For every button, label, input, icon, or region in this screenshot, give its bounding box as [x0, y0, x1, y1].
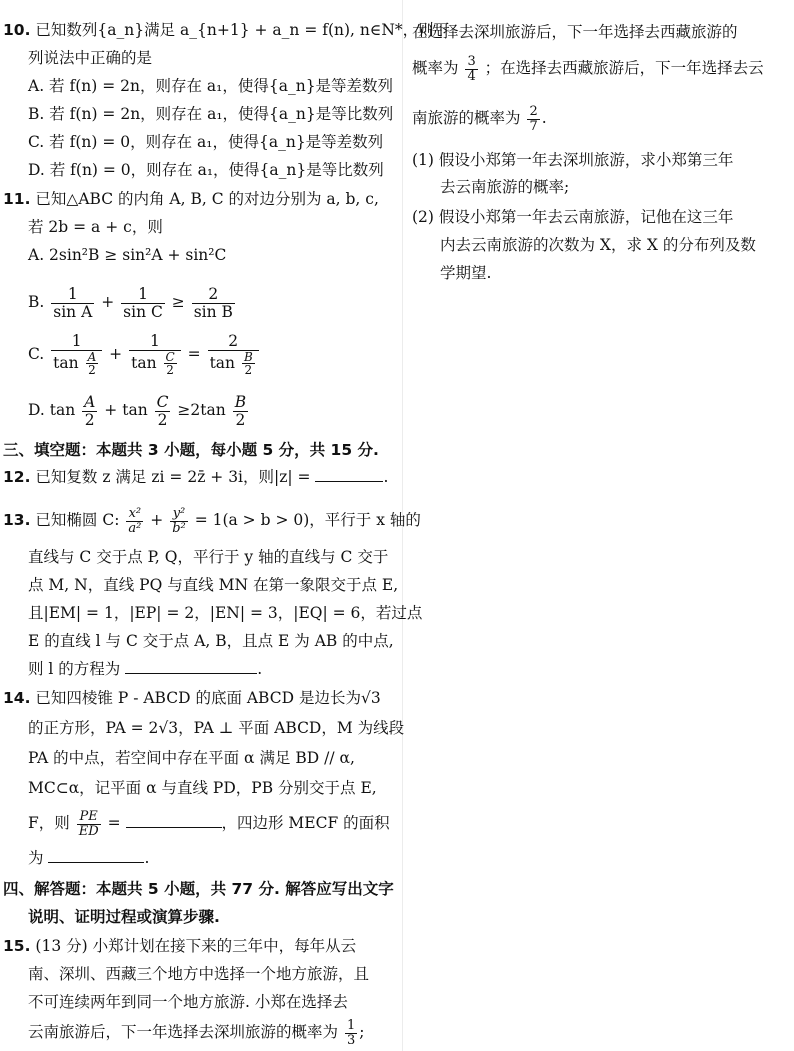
q15-cont-line2: 概率为 $\frac{3}{4}$ ；在选择去西藏旅游后，下一年选择去云	[412, 53, 764, 84]
q15-part1-line2: 去云南旅游的概率;	[440, 178, 570, 196]
q14-line2: 的正方形，PA = 2√3，PA ⊥ 平面 ABCD，M 为线段	[28, 719, 405, 737]
q10-option-a: A. 若 f(n) = 2n，则存在 a₁，使得{a_n}是等差数列	[28, 77, 394, 95]
q14-line1: 14. 已知四棱锥 P - ABCD 的底面 ABCD 是边长为√3	[3, 689, 381, 707]
section-4-heading-1: 四、解答题：本题共 5 小题，共 77 分. 解答应写出文字	[3, 880, 394, 898]
q14-line3: PA 的中点，若空间中存在平面 α 满足 BD // α,	[28, 749, 355, 767]
q11-c-frac1: 1 tan $\frac{A}{2}$	[51, 333, 102, 376]
q13-line2: 直线与 C 交于点 P, Q，平行于 y 轴的直线与 C 交于	[28, 548, 389, 566]
q10-stem2: 列说法中正确的是	[28, 49, 153, 67]
q11-b-frac1: $\frac{1}{\text{sin A}}$	[53, 285, 93, 321]
q11-c-frac2: 1 tan $\frac{C}{2}$	[129, 333, 181, 376]
q11-c-frac3: 2 tan $\frac{B}{2}$	[208, 333, 259, 376]
section-4-heading-2: 说明、证明过程或演算步骤.	[28, 908, 220, 926]
q12-answer-blank[interactable]	[315, 467, 383, 482]
q11-option-c: C. 1 tan $\frac{A}{2}$ + 1 tan $\frac{C}{2}$ = 2 tan $\frac{B}{2}$	[28, 326, 261, 382]
q12: 12. 已知复数 z 满足 zi = 2z̄ + 3i，则|z| = .	[3, 468, 389, 486]
q11-option-a: A. 2sin²B ≥ sin²A + sin²C	[28, 246, 227, 264]
q15-line4: 云南旅游后，下一年选择去深圳旅游的概率为 $\frac{1}{3}$ ;	[28, 1017, 365, 1048]
q11-b-frac3: $\frac{2}{\text{sin B}}$	[193, 285, 233, 321]
q14-answer-blank-2[interactable]	[48, 848, 144, 863]
q15-cont-line3: 南旅游的概率为 $\frac{2}{7}$ .	[412, 103, 547, 134]
q11-number: 11.	[3, 190, 31, 208]
q10-stem-line1	[3, 20, 449, 40]
q10-option-c: C. 若 f(n) = 0，则存在 a₁，使得{a_n}是等差数列	[28, 133, 384, 151]
q13-answer-blank[interactable]	[125, 659, 257, 674]
q11-option-b: B. $\frac{1}{\text{sin A}}$ + $\frac{1}{\text{sin C}}$ ≥ $\frac{2}{\text{sin B}}$	[28, 285, 233, 321]
q15-part2-line1: (2) 假设小郑第一年去云南旅游，记他在这三年	[412, 208, 734, 226]
q10-stem1: 已知数列{a_n}满足 a_{n+1} + a_n = f(n), n∈N*，则下	[35, 21, 450, 39]
q11-stem-line1	[3, 189, 379, 209]
section-3-heading: 三、填空题：本题共 3 小题，每小题 5 分，共 15 分.	[3, 441, 379, 459]
q15-line3: 不可连续两年到同一个地方旅游. 小郑在选择去	[28, 993, 348, 1011]
q10-option-d: D. 若 f(n) = 0，则存在 a₁，使得{a_n}是等比数列	[28, 161, 384, 179]
q13-line1: 13. 已知椭圆 C: $\frac{\text{x²}}{\text{a²}}$ + $\frac{\text{y²}}{\text{b²}}$ = 1(a > b > 0)，平行于 x 轴的	[3, 505, 421, 536]
q13-line3: 点 M, N，直线 PQ 与直线 MN 在第一象限交于点 E,	[28, 576, 399, 594]
q14-answer-blank-1[interactable]	[126, 813, 222, 828]
q15-cont-line1: 在选择去深圳旅游后，下一年选择去西藏旅游的	[412, 23, 738, 41]
q15-part2-line2: 内去云南旅游的次数为 X，求 X 的分布列及数	[440, 236, 756, 254]
q11-b-frac2: $\frac{1}{\text{sin C}}$	[123, 285, 163, 321]
q11-stem1: 已知△ABC 的内角 A, B, C 的对边分别为 a, b, c,	[35, 190, 379, 208]
q15-line2: 南、深圳、西藏三个地方中选择一个地方旅游，且	[28, 965, 370, 983]
q13-line6: 则 l 的方程为 .	[28, 660, 263, 678]
q10-option-b: B. 若 f(n) = 2n，则存在 a₁，使得{a_n}是等比数列	[28, 105, 394, 123]
q10-number: 10.	[3, 21, 31, 39]
q11-option-d: D. tan $\frac{A}{2}$ + tan $\frac{C}{2}$ ≥2tan $\frac{B}{2}$	[28, 393, 247, 429]
q13-line4: 且|EM| = 1，|EP| = 2，|EN| = 3，|EQ| = 6，若过点	[28, 604, 423, 622]
q15-part1-line1: (1) 假设小郑第一年去深圳旅游，求小郑第三年	[412, 151, 734, 169]
q15-part2-line3: 学期望.	[440, 264, 492, 282]
q14-line5: F，则 $\frac{PE}{ED}$ = ，四边形 MECF 的面积	[28, 808, 390, 839]
q11-stem2: 若 2b = a + c，则	[28, 218, 163, 236]
q15-line1: 15. (13 分) 小郑计划在接下来的三年中，每年从云	[3, 937, 357, 955]
q14-line4: MC⊂α，记平面 α 与直线 PD，PB 分别交于点 E,	[28, 779, 377, 797]
q14-line6: 为 .	[28, 849, 150, 867]
q13-line5: E 的直线 l 与 C 交于点 A, B，且点 E 为 AB 的中点,	[28, 632, 394, 650]
